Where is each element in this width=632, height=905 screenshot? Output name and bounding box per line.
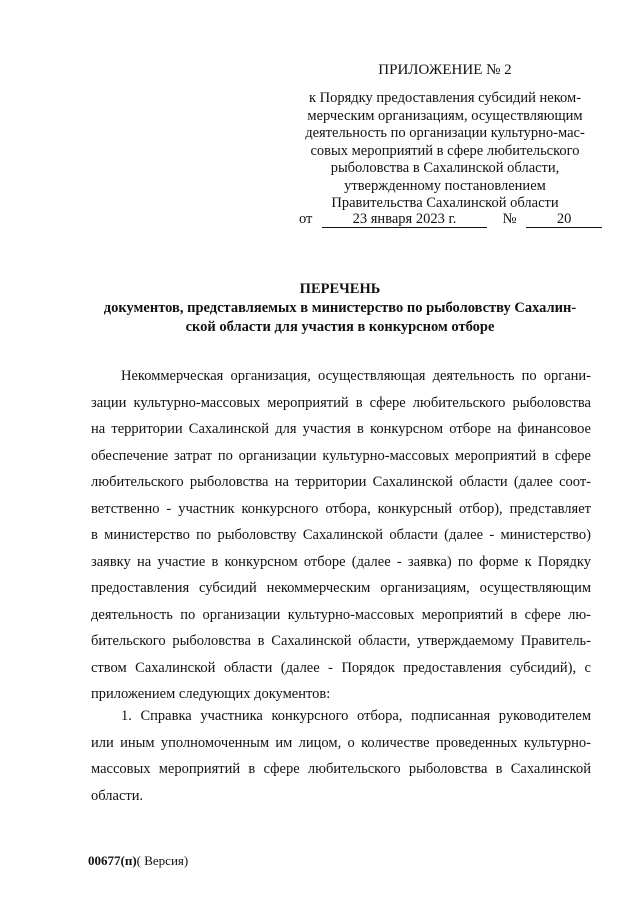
document-heading	[60, 280, 620, 337]
appendix-line: к Порядку предоставления субсидий неком-	[308, 90, 582, 106]
heading-line: документов, представляемых в министерство по рыболовству Сахалин-	[103, 300, 577, 316]
heading-title: ПЕРЕЧЕНЬ	[299, 281, 381, 297]
text-line: бительского рыболовства в Сахалинской области, утверждаемому Правитель-	[91, 633, 591, 649]
appendix-line: утвержденному постановлением	[344, 177, 546, 194]
appendix-line: рыболовства в Сахалинской области,	[330, 160, 560, 176]
text-line: в министерство по рыболовству Сахалинской области (далее - министерство)	[91, 527, 591, 543]
appendix-reference	[295, 90, 595, 213]
number-label: №	[502, 211, 517, 227]
appendix-line: совых мероприятий в сфере любительского	[310, 142, 580, 159]
heading-line: ской области для участия в конкурсном отборе	[185, 319, 495, 335]
text-line: ством Сахалинской области (далее - Порядок предоставления субсидий), с	[91, 659, 591, 676]
text-line: 1. Справка участника конкурсного отбора, подписанная руководителем	[121, 708, 591, 724]
text-line: массовых мероприятий в сфере любительского рыболовства в Сахалинской	[91, 761, 591, 777]
text-line: предоставления субсидий некоммерческим организациям, осуществляющим	[91, 580, 591, 596]
document-code: 00677(п)	[88, 853, 137, 868]
text-line: зации культурно-массовых мероприятий в сфере любительского рыболовства	[91, 394, 591, 411]
text-line: ветственно - участник конкурсного отбора, конкурсный отбор), представляет	[91, 500, 591, 517]
decree-date: 23 января 2023 г.	[322, 211, 487, 228]
text-line: на территории Сахалинской для участия в конкурсном отборе на финансовое	[91, 421, 591, 437]
text-line: любительского рыболовства на территории Сахалинской области (далее соот-	[91, 474, 591, 490]
text-line: обеспечение затрат по организации культурно-массовых мероприятий в сфере	[91, 447, 591, 464]
document-version: ( Версия)	[136, 853, 189, 868]
document-footer	[88, 853, 188, 869]
text-line: или иным уполномоченным им лицом, о количестве проведенных культурно-	[91, 734, 591, 751]
text-line: приложением следующих документов:	[91, 686, 331, 702]
text-line: области.	[91, 787, 144, 804]
text-line: заявку на участие в конкурсном отборе (далее - заявка) по форме к Порядку	[91, 553, 591, 570]
from-label: от	[299, 211, 313, 227]
appendix-line: деятельность по организации культурно-мас-	[305, 125, 585, 141]
decree-date-row	[299, 211, 599, 228]
text-line: деятельность по организации культурно-массовых мероприятий в сфере лю-	[91, 606, 591, 623]
appendix-title: ПРИЛОЖЕНИЕ № 2	[378, 62, 512, 78]
appendix-line: Правительства Сахалинской области	[331, 195, 559, 211]
paragraph-item-1	[91, 703, 591, 809]
text-line: Некоммерческая организация, осуществляющая деятельность по органи-	[121, 368, 591, 384]
decree-number: 20	[526, 211, 602, 228]
appendix-line: мерческим организациям, осуществляющим	[307, 107, 583, 124]
paragraph-intro	[91, 363, 591, 708]
